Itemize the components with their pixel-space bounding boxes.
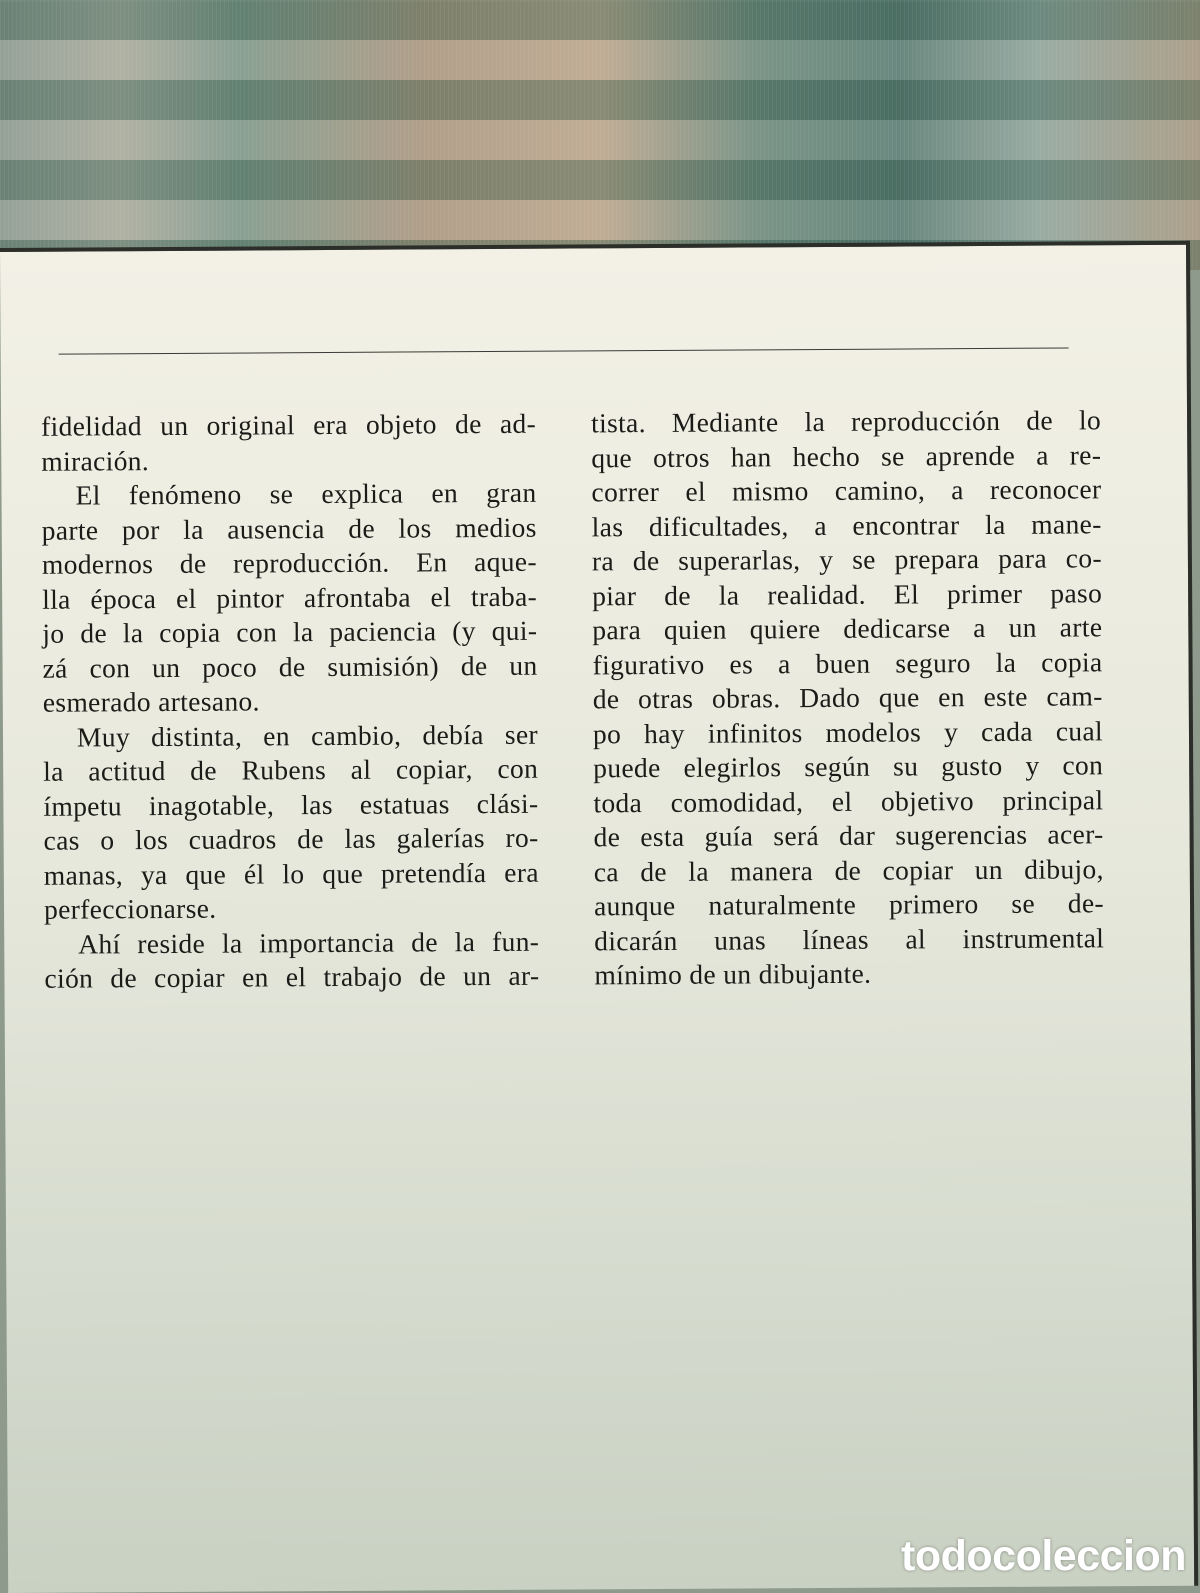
text-line: modernos de reproducción. En aque- — [41, 545, 538, 580]
text-line: manas, ya que él lo que pretendía era — [43, 856, 539, 891]
text-line: ra de superarlas, y se prepara para co- — [591, 542, 1103, 577]
text-line: zá con un poco de sumisión) de un — [42, 649, 538, 684]
book-page — [0, 241, 1198, 1593]
text-line: Ahí reside la importancia de la fun- — [78, 925, 540, 960]
text-line: esmerado artesano. — [42, 685, 260, 718]
text-line: figurativo es a buen seguro la copia — [592, 645, 1103, 680]
text-line: aunque naturalmente primero se de- — [593, 887, 1105, 922]
text-line: Muy distinta, en cambio, debía ser — [76, 718, 539, 753]
text-line: ción de copiar en el trabajo de un ar- — [44, 959, 540, 994]
text-line: ca de la manera de copiar un dibujo, — [593, 852, 1104, 887]
text-line: lla época el pintor afrontaba el traba- — [42, 580, 538, 615]
text-line: las dificultades, a encontrar la mane- — [591, 507, 1102, 542]
text-line: parte por la ausencia de los medios — [41, 511, 537, 546]
watermark-logo: todocoleccion — [901, 1532, 1186, 1580]
text-line: El fenómeno se explica en gran — [75, 476, 537, 511]
text-line: ímpetu inagotable, las estatuas clási- — [43, 787, 539, 822]
text-line: la actitud de Rubens al copiar, con — [43, 752, 539, 787]
text-line: dicarán unas líneas al instrumental — [594, 921, 1105, 956]
text-line: perfeccionarse. — [43, 892, 217, 925]
fabric-background — [0, 0, 1200, 270]
text-line: tista. Mediante la reproducción de lo — [590, 404, 1102, 439]
text-line: de esta guía será dar sugerencias acer- — [593, 818, 1104, 853]
text-line: correr el mismo camino, a reconocer — [591, 473, 1102, 508]
text-line: piar de la realidad. El primer paso — [592, 576, 1103, 611]
right-text-column — [591, 403, 1105, 993]
text-line: miración. — [41, 444, 150, 477]
text-line: puede elegirlos según su gusto y con — [593, 749, 1104, 784]
text-line: jo de la copia con la paciencia (y qui- — [42, 614, 538, 649]
text-line: cas o los cuadros de las galerías ro- — [43, 821, 539, 856]
left-text-column — [41, 407, 540, 997]
text-line: mínimo de un dibujante. — [594, 957, 872, 991]
text-line: para quien quiere dedicarse a un arte — [592, 611, 1103, 646]
text-line: toda comodidad, el objetivo principal — [593, 783, 1104, 818]
text-line: de otras obras. Dado que en este cam- — [592, 680, 1103, 715]
header-rule — [59, 347, 1069, 354]
text-line: que otros han hecho se aprende a re- — [591, 438, 1102, 473]
text-line: fidelidad un original era objeto de ad- — [40, 407, 537, 442]
text-line: po hay infinitos modelos y cada cual — [592, 714, 1104, 749]
